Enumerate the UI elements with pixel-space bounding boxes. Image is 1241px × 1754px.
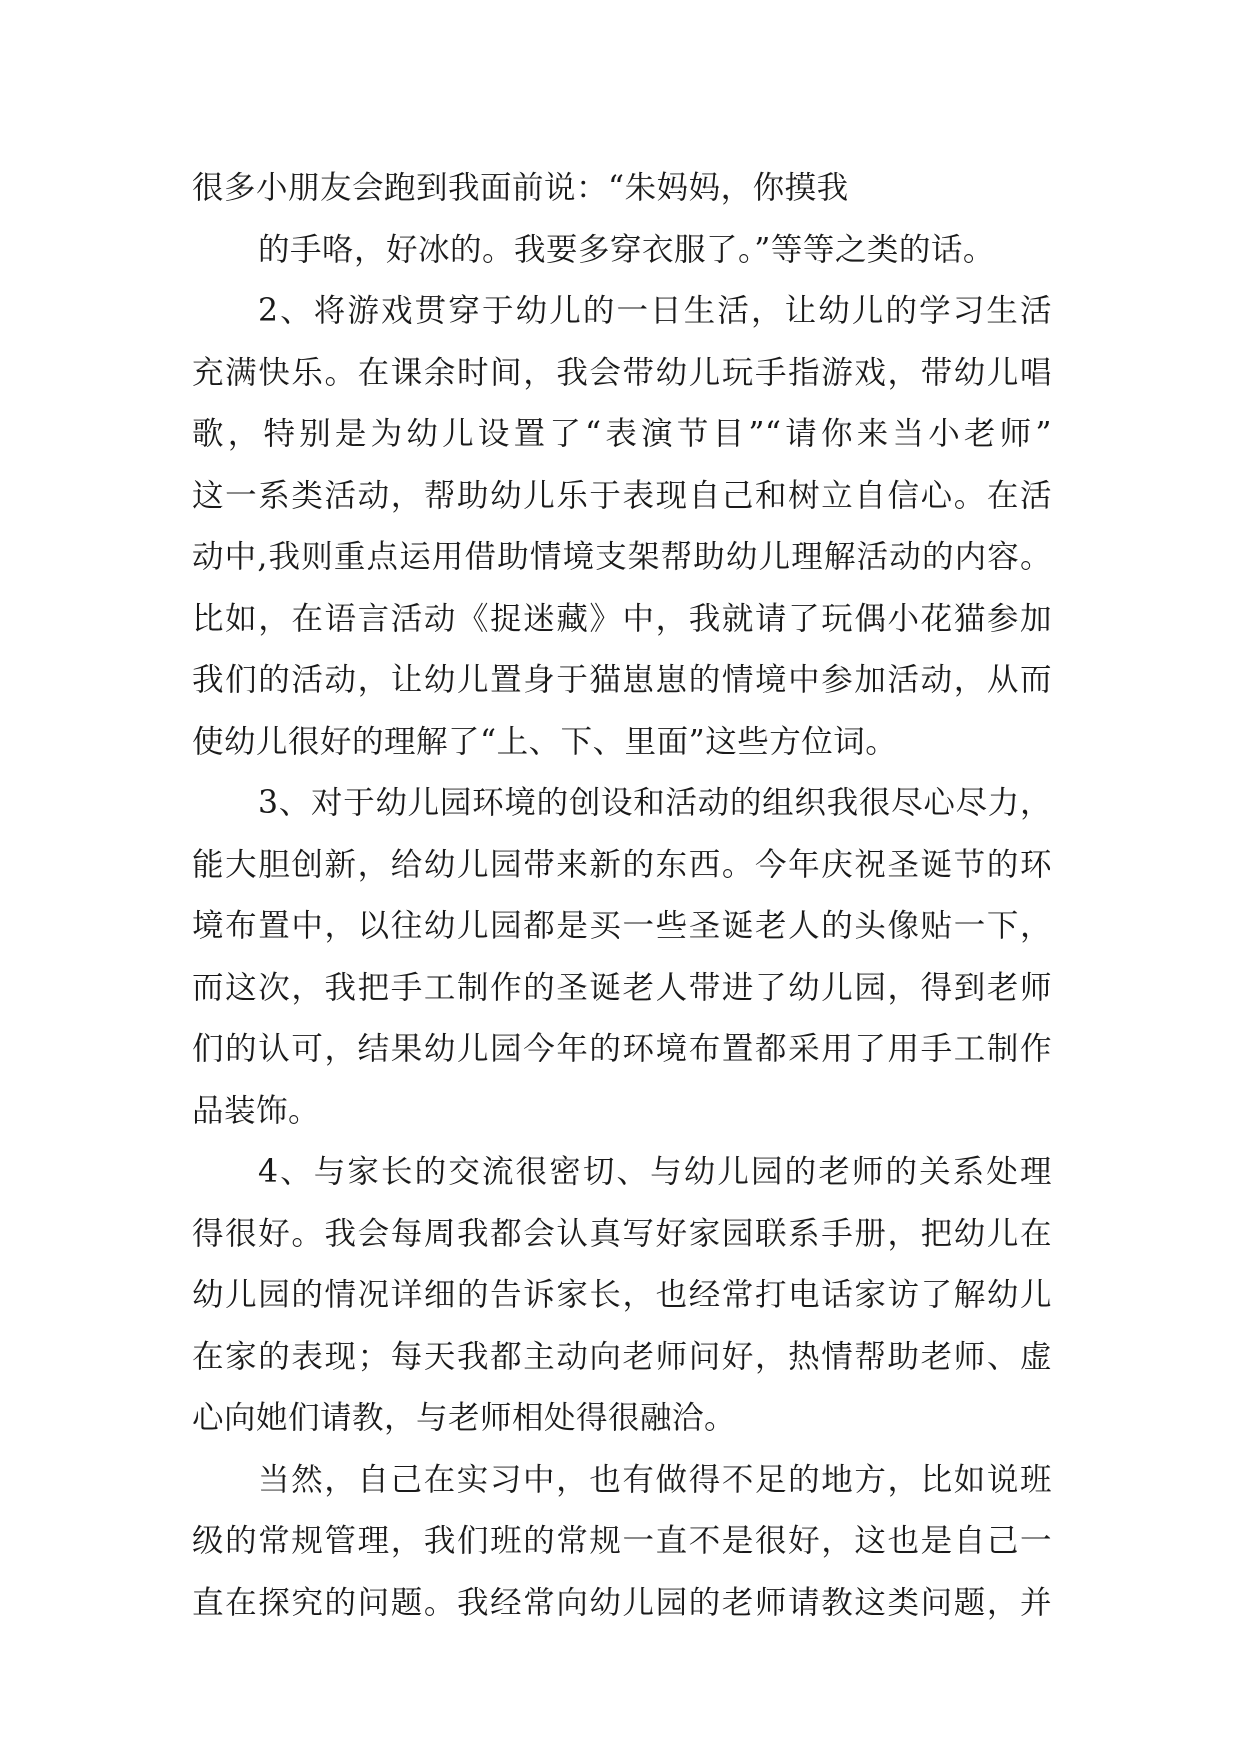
text-line: 品装饰。: [192, 1092, 321, 1129]
text-line: 比如，在语言活动《捉迷藏》中，我就请了玩偶小花猫参加: [192, 600, 1052, 637]
text-line: 直在探究的问题。我经常向幼儿园的老师请教这类问题，并: [192, 1584, 1052, 1621]
text-line: 能大胆创新，给幼儿园带来新的东西。今年庆祝圣诞节的环: [192, 846, 1052, 883]
text-line: 充满快乐。在课余时间，我会带幼儿玩手指游戏，带幼儿唱: [192, 354, 1052, 391]
text-line: 得很好。我会每周我都会认真写好家园联系手册，把幼儿在: [192, 1215, 1052, 1252]
text-line: 的手咯，好冰的。我要多穿衣服了。”等等之类的话。: [258, 231, 995, 268]
text-line: 在家的表现；每天我都主动向老师问好，热情帮助老师、虚: [192, 1338, 1052, 1375]
paragraph-3-start: 3、对于幼儿园环境的创设和活动的组织我很尽心尽力，: [258, 785, 1052, 821]
text-line: 使幼儿很好的理解了“上、下、里面”这些方位词。: [192, 723, 898, 760]
text-line: 这一系类活动，帮助幼儿乐于表现自己和树立自信心。在活: [192, 477, 1052, 514]
text-line: 我们的活动，让幼儿置身于猫崽崽的情境中参加活动，从而: [192, 662, 1052, 698]
text-line: 心向她们请教，与老师相处得很融洽。: [192, 1400, 737, 1436]
text-line: 歌，特别是为幼儿设置了“表演节目”“请你来当小老师”: [192, 416, 1052, 452]
text-line: 而这次，我把手工制作的圣诞老人带进了幼儿园，得到老师: [192, 969, 1052, 1006]
paragraph-2-start: 2、将游戏贯穿于幼儿的一日生活，让幼儿的学习生活: [258, 293, 1052, 329]
text-line: 幼儿园的情况详细的告诉家长，也经常打电话家访了解幼儿: [192, 1277, 1052, 1313]
paragraph-4-start: 4、与家长的交流很密切、与幼儿园的老师的关系处理: [258, 1154, 1052, 1190]
text-line: 很多小朋友会跑到我面前说：“朱妈妈，你摸我: [192, 170, 849, 206]
text-line: 境布置中，以往幼儿园都是买一些圣诞老人的头像贴一下，: [192, 908, 1052, 944]
text-line: 们的认可，结果幼儿园今年的环境布置都采用了用手工制作: [192, 1031, 1052, 1067]
text-line: 动中,我则重点运用借助情境支架帮助幼儿理解活动的内容。: [192, 539, 1052, 575]
paragraph-5-start: 当然，自己在实习中，也有做得不足的地方，比如说班: [258, 1461, 1052, 1498]
body-text: [192, 158, 1052, 1634]
text-line: 级的常规管理，我们班的常规一直不是很好，这也是自己一: [192, 1523, 1052, 1559]
